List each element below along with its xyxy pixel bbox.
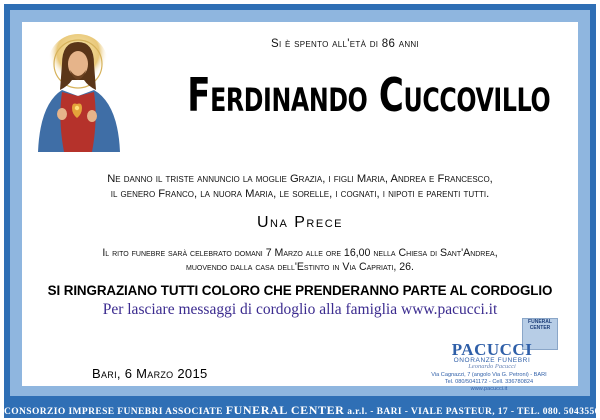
mourners-text xyxy=(40,172,560,202)
agency-signature: Leonardo Pacucci xyxy=(468,363,516,370)
condolence-messages-line: Per lasciare messaggi di cordoglio alla famiglia www.pacucci.it xyxy=(102,301,498,318)
agency-phones: Tel. 080/5041172 - Cell. 336780824 xyxy=(444,379,534,385)
service-line: Il rito funebre sarà celebrato domani 7 Marzo alle ore 16,00 nella Chiesa di Sant'Andrea, xyxy=(102,247,498,259)
footer-text-after: a.r.l. - BARI - VIALE PASTEUR, 17 - TEL. 080. 5043556 xyxy=(347,407,600,417)
badge-line: CENTER xyxy=(529,325,551,331)
mourners-line: Ne danno il triste annuncio la moglie Grazia, i figli Maria, Andrea e Francesco, xyxy=(107,173,493,185)
announcement: Si è spento all'età di 86 anni xyxy=(270,38,420,50)
thanks-line: SI RINGRAZIANO TUTTI COLORO CHE PRENDERANNO PARTE AL CORDOGLIO xyxy=(47,283,553,298)
mourners-line: il genero Franco, la nuora Maria, le sorelle, i cognati, i nipoti e parenti tutti. xyxy=(110,188,490,200)
deceased-name: Ferdinando Cuccovillo xyxy=(187,68,551,122)
agency-website: www.pacucci.it xyxy=(470,386,508,392)
agency-name: PACUCCI xyxy=(451,340,533,359)
footer-brand: FUNERAL CENTER xyxy=(225,403,345,417)
notice-date: Bari, 6 Marzo 2015 xyxy=(92,366,208,381)
agency-subtitle: ONORANZE FUNEBRI xyxy=(453,357,531,364)
agency-address: Via Cagnazzi, 7 (angolo Via G. Petroni) - BARI xyxy=(431,372,547,378)
prayer-heading: Una Prece xyxy=(256,214,343,231)
service-text xyxy=(40,246,560,274)
footer-bar xyxy=(4,402,600,418)
footer-text-before: CONSORZIO IMPRESE FUNEBRI ASSOCIATE xyxy=(4,407,223,417)
sacred-heart-image xyxy=(32,34,124,152)
agency-contacts xyxy=(400,372,578,393)
service-line: muovendo dalla casa dell'Estinto in Via Capriati, 26. xyxy=(186,261,414,273)
badge-line: FUNERAL xyxy=(528,319,552,325)
